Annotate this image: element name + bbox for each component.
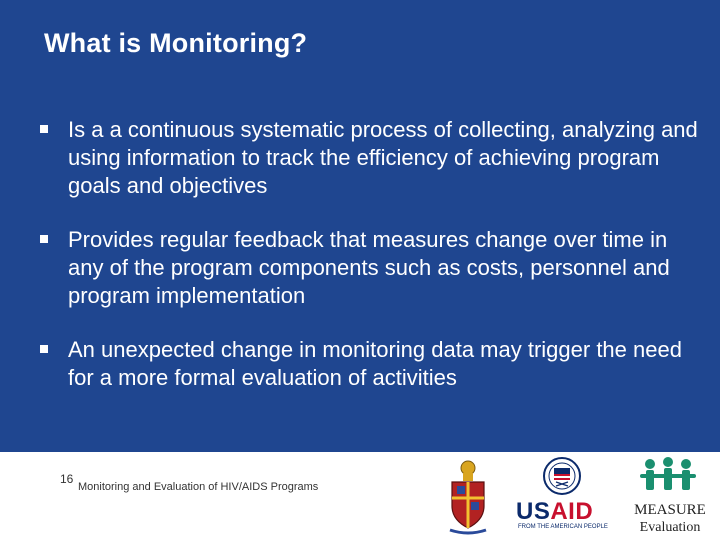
usaid-tagline: FROM THE AMERICAN PEOPLE <box>518 524 608 530</box>
university-crest-icon <box>446 458 490 536</box>
usaid-word-us: US <box>516 498 551 525</box>
bullet-item <box>40 336 700 392</box>
slide-footer <box>0 452 720 540</box>
measure-wordmark: MEASURE <box>634 502 706 518</box>
usaid-wordmark <box>516 498 593 526</box>
usaid-word-aid: AID <box>550 498 594 525</box>
bullet-item <box>40 116 700 200</box>
bullet-text: An unexpected change in monitoring data may trigger the need for a more formal evaluation of activities <box>68 337 682 390</box>
footer-caption: Monitoring and Evaluation of HIV/AIDS Programs <box>78 481 319 493</box>
bullet-text: Provides regular feedback that measures change over time in any of the program components such as costs, personnel and program implementation <box>68 227 670 308</box>
measure-subtitle: Evaluation <box>639 520 701 535</box>
usaid-logo <box>514 456 610 534</box>
bullet-list <box>40 116 700 418</box>
measure-evaluation-logo <box>622 456 714 536</box>
page-number: 16 <box>60 472 74 486</box>
square-bullet-icon <box>40 345 48 353</box>
square-bullet-icon <box>40 235 48 243</box>
square-bullet-icon <box>40 125 48 133</box>
usaid-seal-icon <box>514 456 610 498</box>
measure-people-icon <box>622 456 714 500</box>
bullet-text: Is a a continuous systematic process of collecting, analyzing and using information to track the efficiency of achieving program goals and objectives <box>68 117 698 198</box>
slide-title: What is Monitoring? <box>44 28 308 58</box>
bullet-item <box>40 226 700 310</box>
